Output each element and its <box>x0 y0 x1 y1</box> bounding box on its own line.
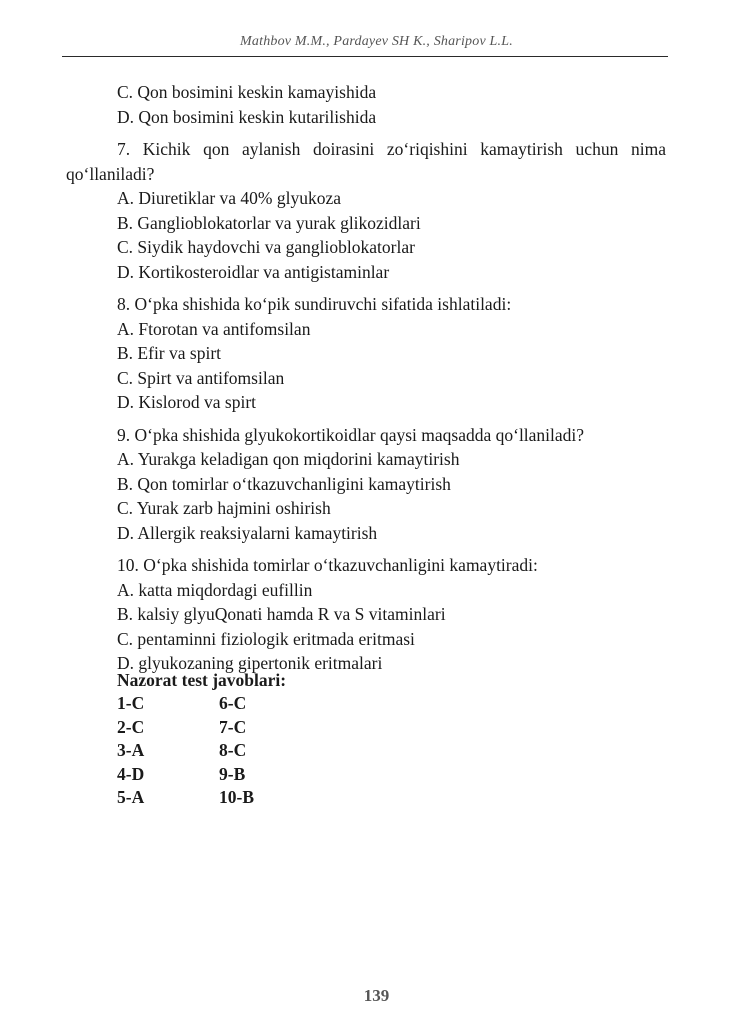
answer-row <box>117 786 286 810</box>
answer-row <box>117 763 286 787</box>
answer-2: 2-C <box>117 716 145 737</box>
option-b-q9: B. Qon tomirlar o‘tkazuvchanligini kamaytirish <box>117 473 451 494</box>
question-9: 9. O‘pka shishida glyukokortikoidlar qaysi maqsadda qo‘llaniladi? <box>117 424 585 445</box>
page-number: 139 <box>363 986 390 1005</box>
answer-4: 4-D <box>117 763 145 784</box>
option-b-q8: B. Efir va spirt <box>117 343 222 363</box>
answer-6: 6-C <box>219 693 247 713</box>
option-d-q6: D. Qon bosimini keskin kutarilishida <box>117 106 377 127</box>
option-b-q10: B. kalsiy glyuQonati hamda R va S vitaminlari <box>117 604 446 624</box>
option-a-q7: A. Diuretiklar va 40% glyukoza <box>117 188 342 208</box>
option-d-q9: D. Allergik reaksiyalarni kamaytirish <box>117 522 378 543</box>
answer-row <box>117 692 286 716</box>
option-a-q9: A. Yurakga keladigan qon miqdorini kamaytirish <box>117 449 460 469</box>
option-b-q7: B. Ganglioblokatorlar va yurak glikozidlari <box>117 212 421 233</box>
answer-row <box>117 739 286 763</box>
question-8: 8. O‘pka shishida ko‘pik sundiruvchi sifatida ishlatiladi: <box>117 294 512 314</box>
option-d-q7: D. Kortikosteroidlar va antigistaminlar <box>117 261 390 282</box>
option-c-q6: C. Qon bosimini keskin kamayishida <box>117 82 377 102</box>
option-a-q10: A. katta miqdordagi eufillin <box>117 579 313 600</box>
option-d-q10: D. glyukozaning gipertonik eritmalari <box>117 653 383 673</box>
answer-10: 10-B <box>219 787 254 807</box>
header-rule <box>62 56 668 57</box>
answer-key-title: Nazorat test javoblari: <box>117 670 287 690</box>
option-a-q8: A. Ftorotan va antifomsilan <box>117 318 311 339</box>
answer-row <box>117 716 286 740</box>
option-c-q9: C. Yurak zarb hajmini oshirish <box>117 498 331 518</box>
question-list <box>66 80 666 676</box>
option-d-q8: D. Kislorod va spirt <box>117 392 257 412</box>
answer-1: 1-C <box>117 693 145 713</box>
option-c-q10: C. pentaminni fiziologik eritmada eritmasi <box>117 628 415 649</box>
question-10: 10. O‘pka shishida tomirlar o‘tkazuvchanligini kamaytiradi: <box>117 555 538 575</box>
answer-key <box>117 668 286 810</box>
option-c-q7: C. Siydik haydovchi va ganglioblokatorlar <box>117 237 415 257</box>
option-c-q8: C. Spirt va antifomsilan <box>117 367 285 388</box>
question-7: 7. Kichik qon aylanish doirasini zo‘riqishini kamaytirish uchun nima qo‘llaniladi? <box>66 139 666 184</box>
answer-9: 9-B <box>219 763 246 784</box>
answer-3: 3-A <box>117 740 145 760</box>
answer-5: 5-A <box>117 787 145 807</box>
answer-8: 8-C <box>219 740 247 760</box>
running-header: Mathbov M.M., Pardayev SH K., Sharipov L.L. <box>240 34 513 49</box>
answer-7: 7-C <box>219 716 247 737</box>
